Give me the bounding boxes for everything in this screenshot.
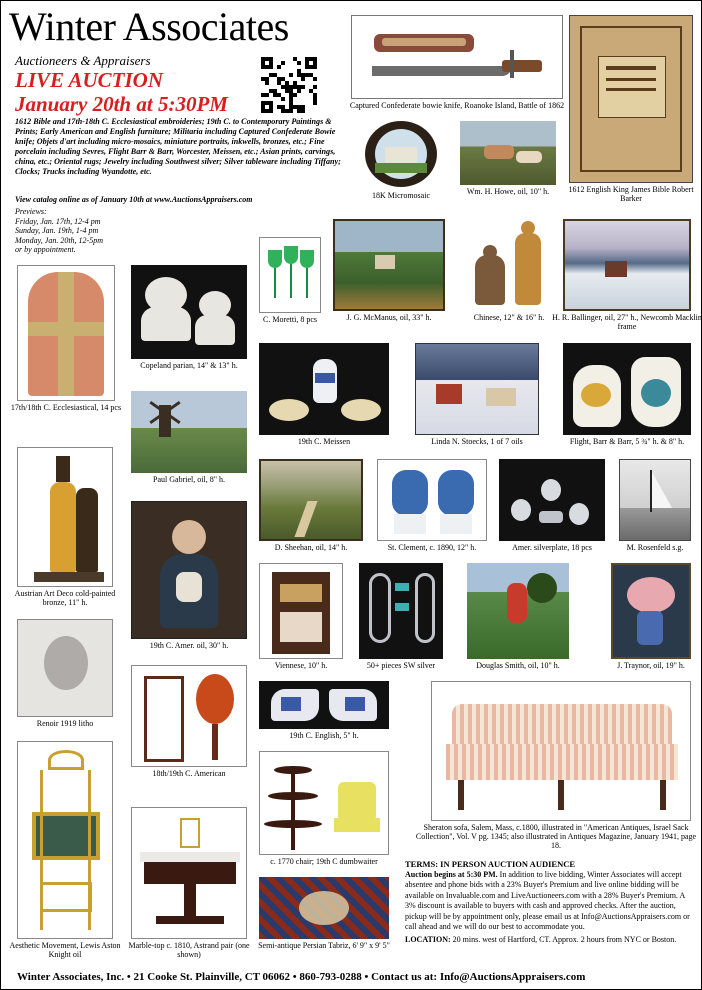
- item-sheehan-painting: [259, 459, 363, 552]
- artdeco-caption: Austrian Art Deco cold-painted bronze, 11" h.: [14, 589, 116, 607]
- flightbarr-caption: Flight, Barr & Barr, 5 ¾" h. & 8" h.: [569, 437, 685, 446]
- item-artdeco-bronze: [14, 447, 116, 607]
- mcmanus-caption: J. G. McManus, oil, 33" h.: [346, 313, 432, 322]
- ecclesiastical-caption: 17th/18th C. Ecclesiastical, 14 pcs: [10, 403, 122, 412]
- stclement-caption: St. Clement, c. 1890, 12" h.: [387, 543, 477, 552]
- swsilver-caption: 50+ pieces SW silver: [366, 661, 436, 670]
- qr-code-icon[interactable]: [261, 57, 317, 113]
- traynor-photo: [611, 563, 691, 659]
- previews-label: Previews:: [15, 207, 47, 216]
- chairs-photo: [131, 665, 247, 767]
- bowie-knife-caption: Captured Confederate bowie knife, Roanoke Island, Battle of 1862: [349, 101, 565, 110]
- company-title: Winter Associates: [9, 4, 289, 49]
- copeland-photo: [131, 265, 247, 359]
- item-sheraton-sofa: [415, 681, 697, 850]
- preview-line: Sunday, Jan. 19th, 1-4 pm: [15, 226, 99, 235]
- rosenfeld-caption: M. Rosenfeld s.g.: [626, 543, 684, 552]
- item-gabriel-painting: [131, 391, 247, 484]
- ecclesiastical-photo: [17, 265, 115, 401]
- item-american-oil: [131, 501, 247, 650]
- company-subtitle: Auctioneers & Appraisers: [15, 53, 151, 68]
- sofa-caption: Sheraton sofa, Salem, Mass, c.1800, illustrated in "American Antiques, Israel Sack Collection", Vol. V pg. 1345; also illustrated in Antiques Magazine, January 1941, page 18.: [415, 823, 697, 850]
- micromosaic-caption: 18K Micromosaic: [372, 191, 430, 200]
- item-rosenfeld: [619, 459, 691, 552]
- item-renoir-litho: [17, 619, 113, 728]
- ballinger-photo: [563, 219, 691, 311]
- terms-text: In addition to live bidding, Winter Associates will accept absentee and phone bids with a 23% Buyer's Premium and live online bidding will be available on Invaluable.com and LiveAuctioneers.com with a 28% Buyer's Premium. A 3% discount is available to buyers with cash and approved checks. After the auction, pickup will be by appointment only, please email us at Info@AuctionsAppraisers.com or call ahead and we will do our best to accommodate you.: [405, 869, 690, 931]
- bowie-knife-photo: [351, 15, 563, 99]
- chinese-photo: [463, 215, 555, 311]
- item-copeland-parian: [131, 265, 247, 370]
- moretti-caption: C. Moretti, 8 pcs: [263, 315, 317, 324]
- item-silverplate: [499, 459, 605, 552]
- item-english-pair: [259, 681, 389, 740]
- tabriz-photo: [259, 877, 389, 939]
- item-marble-table: [128, 807, 250, 959]
- aesthetic-photo: [17, 741, 113, 939]
- terms-lead: Auction begins at 5:30 PM.: [405, 869, 498, 879]
- howe-photo: [460, 121, 556, 185]
- bible-photo: [569, 15, 693, 183]
- rosenfeld-photo: [619, 459, 691, 541]
- renoir-photo: [17, 619, 113, 717]
- smith-photo: [467, 563, 569, 659]
- item-stclement-dogs: [377, 459, 487, 552]
- location-label: LOCATION:: [405, 934, 451, 944]
- item-chairs: [131, 665, 247, 778]
- item-moretti-glasses: [259, 237, 321, 324]
- item-sw-silver: [359, 563, 443, 670]
- item-chair-dumbwaiter: [259, 751, 389, 866]
- item-mcmanus-painting: [333, 219, 445, 322]
- item-ecclesiastical: [10, 265, 122, 412]
- copeland-caption: Copeland parian, 14" & 13" h.: [140, 361, 238, 370]
- viennese-photo: [259, 563, 343, 659]
- aesthetic-caption: Aesthetic Movement, Lewis Aston Knight oil: [9, 941, 121, 959]
- chair-dumbwaiter-caption: c. 1770 chair; 19th C dumbwaiter: [270, 857, 378, 866]
- howe-caption: Wm. H. Howe, oil, 10" h.: [466, 187, 550, 196]
- item-ballinger-painting: [552, 219, 702, 331]
- footer-contact: Winter Associates, Inc. • 21 Cooke St. Plainville, CT 06062 • 860-793-0288 • Contact us at: Info@AuctionsAppraisers.com: [17, 971, 586, 983]
- catalog-online-note: View catalog online as of January 10th at www.AuctionsAppraisers.com: [15, 195, 253, 204]
- item-tabriz-rug: [258, 877, 390, 950]
- item-smith-painting: [467, 563, 569, 670]
- live-auction-heading: LIVE AUCTION: [15, 68, 163, 92]
- moretti-photo: [259, 237, 321, 313]
- item-aesthetic-movement: [9, 741, 121, 959]
- silverplate-caption: Amer. silverplate, 18 pcs: [512, 543, 592, 552]
- artdeco-photo: [17, 447, 113, 587]
- sofa-photo: [431, 681, 691, 821]
- previews: [15, 207, 215, 255]
- preview-line: or by appointment.: [15, 245, 76, 254]
- traynor-caption: J. Traynor, oil, 19" h.: [617, 661, 685, 670]
- viennese-caption: Viennese, 10" h.: [274, 661, 328, 670]
- preview-line: Monday, Jan. 20th, 12-5pm: [15, 235, 103, 245]
- item-viennese: [259, 563, 343, 670]
- auction-date: January 20th at 5:30PM: [15, 92, 228, 116]
- auction-description: 1612 Bible and 17th-18th C. Ecclesiastical embroideries; 19th C. to Contemporary Paintings & Prints; Early American and English furniture; Militaria including Captured Confederate Bowie knife; Objets d'art including micro-mosaics, miniature portraits, inkwells, bronzes, etc.; Fine porcelain including Sevres, Flight Barr & Barr, Worcester, Meissen, etc.; Asian prints, carvings, china, etc.; Oriental rugs; Jewelry including Southwest silver; Silver tableware including Tiffany; Clocks; Trucks including Wyandotte, etc.: [15, 117, 341, 176]
- terms-body: [405, 870, 697, 933]
- sheehan-caption: D. Sheehan, oil, 14" h.: [274, 543, 348, 552]
- terms-section: [405, 859, 697, 945]
- location-text: 20 mins. west of Hartford, CT. Approx. 2 hours from NYC or Boston.: [452, 934, 677, 944]
- item-flight-barr: [563, 343, 691, 446]
- stoecks-caption: Linda N. Stoecks, 1 of 7 oils: [431, 437, 523, 446]
- bible-caption: 1612 English King James Bible Robert Barker: [568, 185, 694, 203]
- smith-caption: Douglas Smith, oil, 10" h.: [476, 661, 560, 670]
- silverplate-photo: [499, 459, 605, 541]
- preview-line: Friday, Jan. 17th, 12-4 pm: [15, 216, 101, 226]
- meissen-caption: 19th C. Meissen: [297, 437, 351, 446]
- item-bible: [568, 15, 694, 203]
- marble-photo: [131, 807, 247, 939]
- marble-caption: Marble-top c. 1810, Astrand pair (one shown): [128, 941, 250, 959]
- meissen-photo: [259, 343, 389, 435]
- gabriel-caption: Paul Gabriel, oil, 8" h.: [153, 475, 225, 484]
- terms-heading: TERMS: IN PERSON AUCTION AUDIENCE: [405, 859, 576, 869]
- sheehan-photo: [259, 459, 363, 541]
- item-meissen: [259, 343, 389, 446]
- american-oil-caption: 19th C. Amer. oil, 30" h.: [149, 641, 229, 650]
- gabriel-photo: [131, 391, 247, 473]
- english-caption: 19th C. English, 5" h.: [289, 731, 359, 740]
- renoir-caption: Renoir 1919 litho: [36, 719, 94, 728]
- stoecks-photo: [415, 343, 539, 435]
- item-chinese-figures: [463, 215, 555, 322]
- tabriz-caption: Semi-antique Persian Tabriz, 6' 9" x 9' 5": [258, 941, 390, 950]
- item-stoecks-painting: [415, 343, 539, 446]
- chairs-caption: 18th/19th C. American: [152, 769, 226, 778]
- ballinger-caption: H. R. Ballinger, oil, 27" h., Newcomb Macklin frame: [552, 313, 702, 331]
- item-howe-painting: [460, 121, 556, 196]
- item-micromosaic: [353, 119, 449, 200]
- item-bowie-knife: [349, 15, 565, 110]
- micromosaic-photo: [353, 119, 449, 189]
- chair-dumbwaiter-photo: [259, 751, 389, 855]
- stclement-photo: [377, 459, 487, 541]
- mcmanus-photo: [333, 219, 445, 311]
- swsilver-photo: [359, 563, 443, 659]
- english-photo: [259, 681, 389, 729]
- chinese-caption: Chinese, 12" & 16" h.: [473, 313, 545, 322]
- terms-location: [405, 935, 697, 946]
- item-traynor-painting: [611, 563, 691, 670]
- american-oil-photo: [131, 501, 247, 639]
- flightbarr-photo: [563, 343, 691, 435]
